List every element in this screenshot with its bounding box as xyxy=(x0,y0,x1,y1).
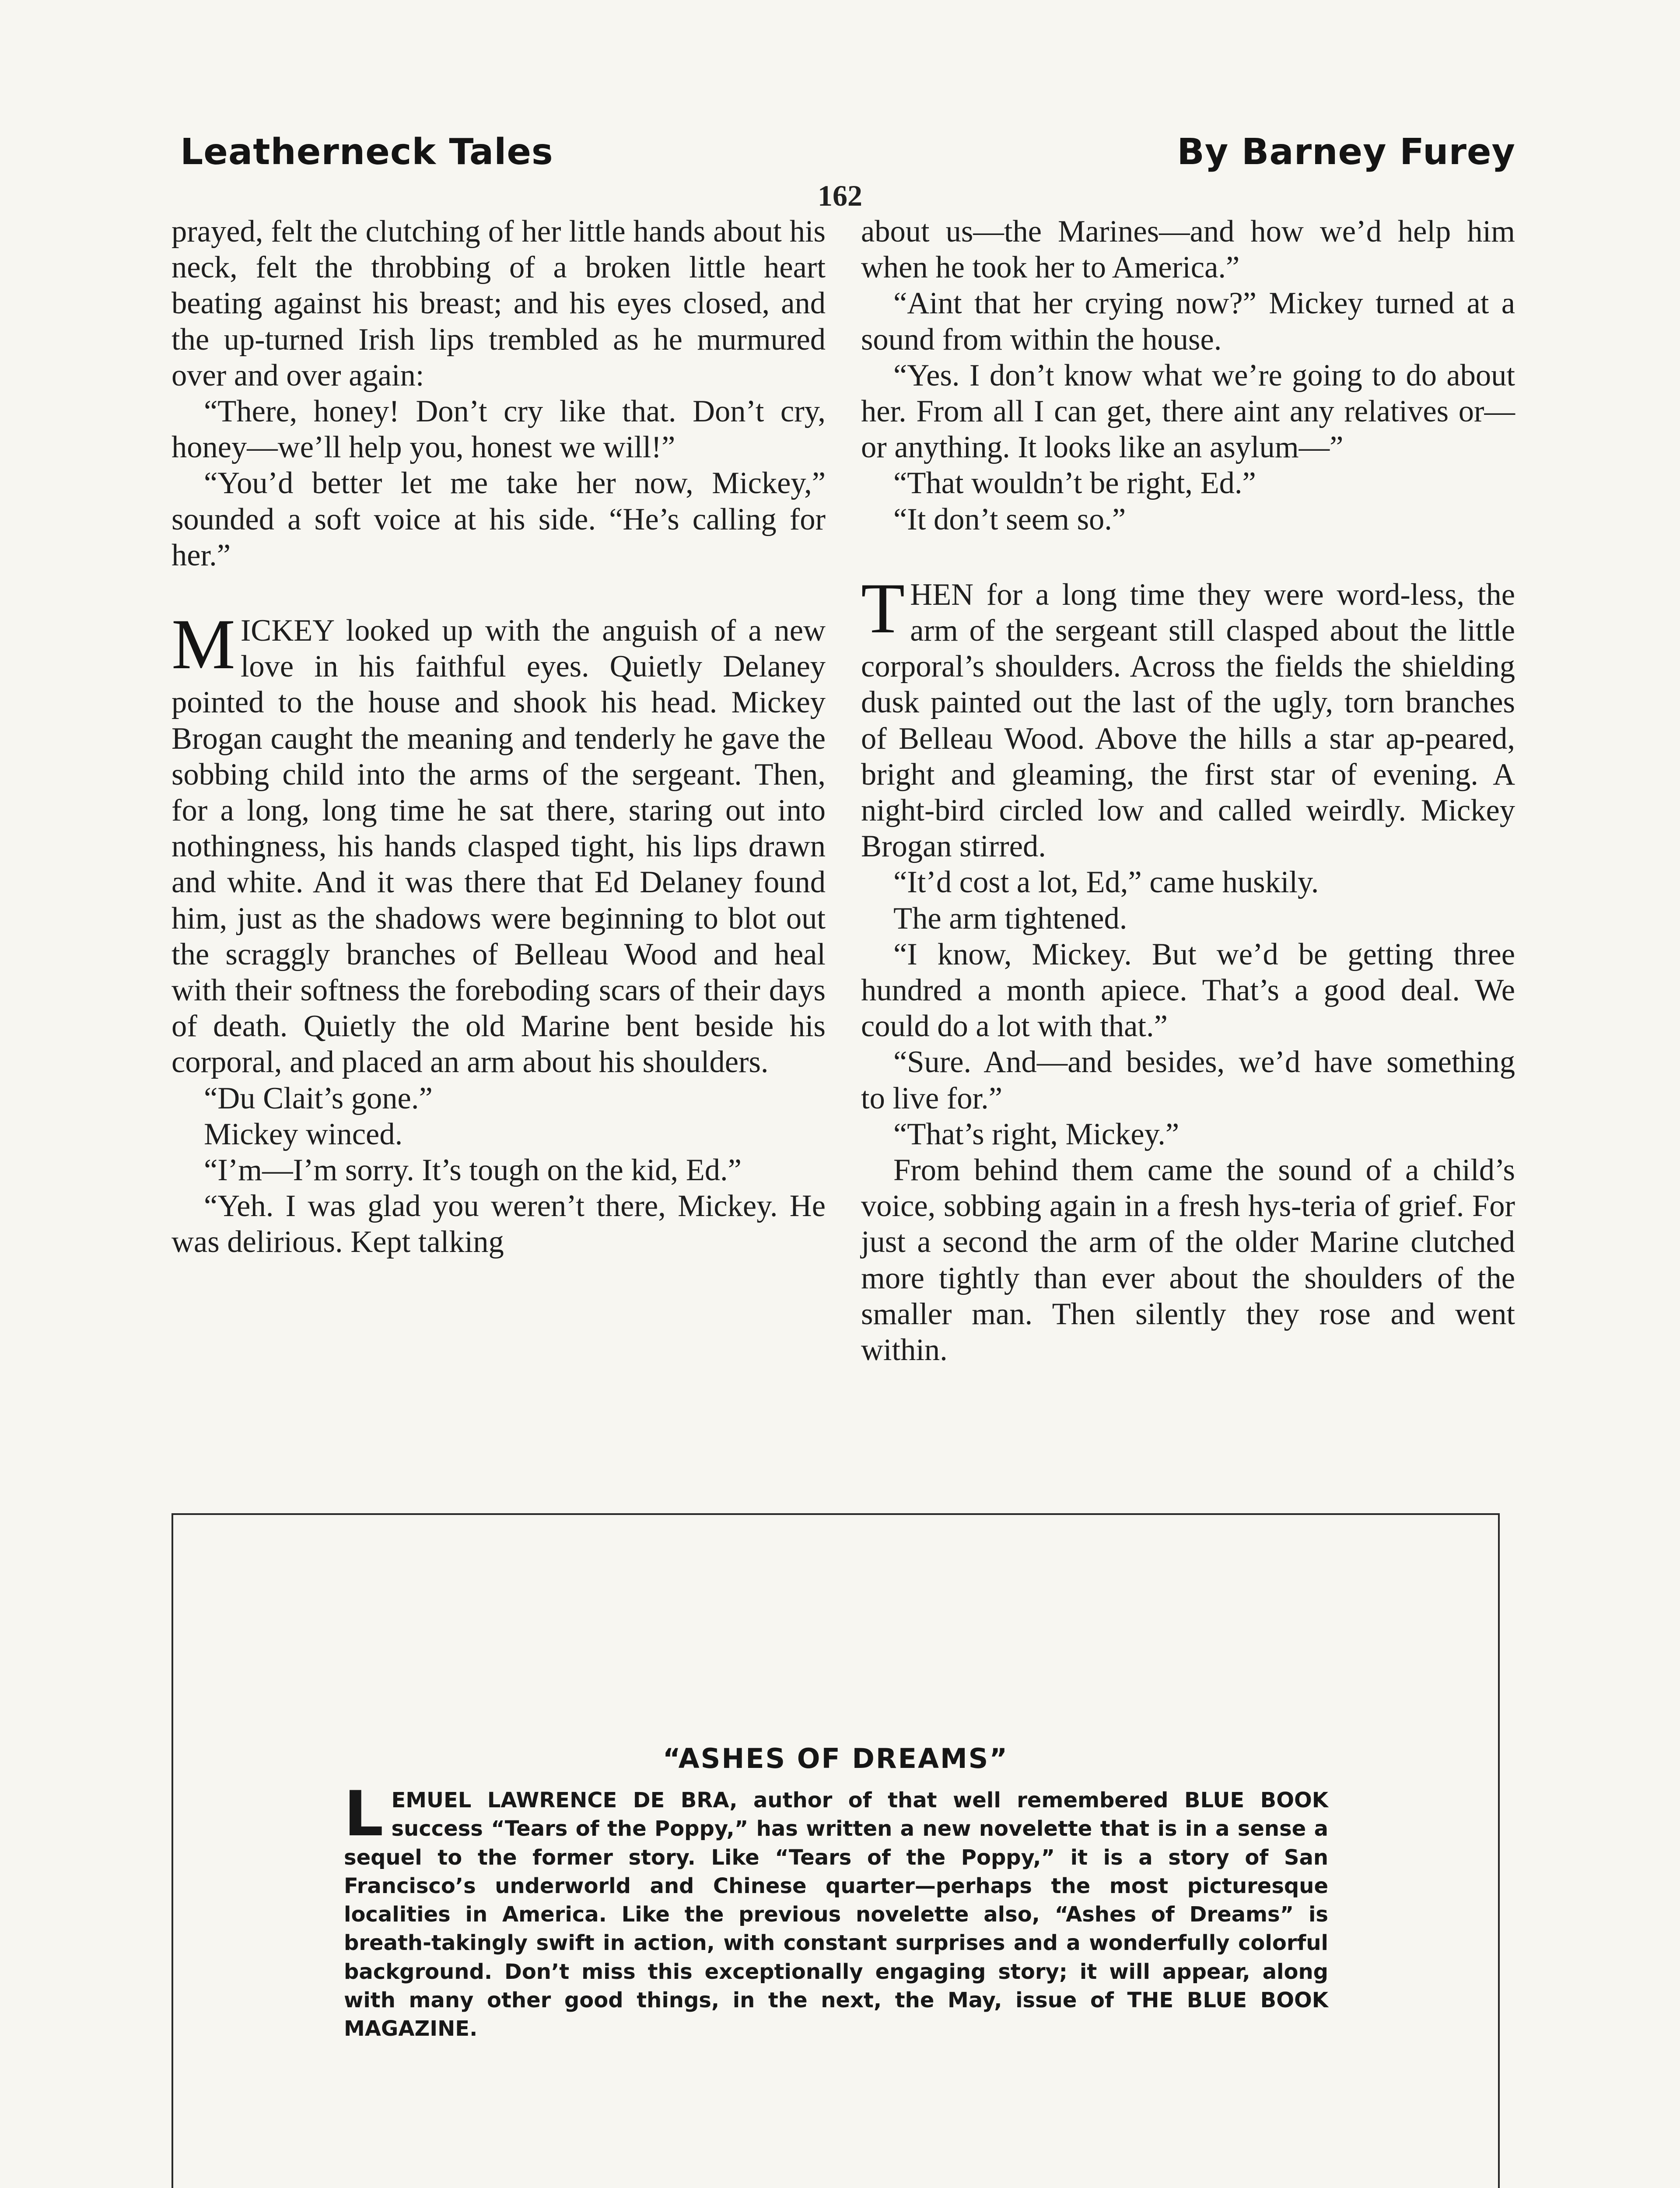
paragraph: “You’d better let me take her now, Mickey,” sounded a soft voice at his side. “He’s calling for her.” xyxy=(172,466,826,572)
paragraph: “That’s right, Mickey.” xyxy=(893,1117,1180,1151)
paragraph: “I know, Mickey. But we’d be getting three hundred a month apiece. That’s a good deal. We could do a lot with that.” xyxy=(861,937,1515,1044)
paragraph: Mickey winced. xyxy=(204,1117,403,1151)
paragraph: “Yes. I don’t know what we’re going to do about her. From all I can get, there aint any relatives or—or anything. It looks like an asylum—” xyxy=(861,358,1515,465)
paragraph-text: ICKEY looked up with the anguish of a new love in his faithful eyes. Quietly Delaney pointed to the house and shook his head. Mickey Brogan caught the meaning and tenderly he gave the sobbing child into the arms of the sergeant. Then, for a long, long time he sat there, staring out into nothingness, his hands clasped tight, his lips drawn and white. And it was there that Ed Delaney found him, just as the shadows were beginning to blot out the scraggly branches of Belleau Wood and heal with their softness the foreboding scars of their days of death. Quietly the old Marine bent beside his corporal, and placed an arm about his shoulders. xyxy=(172,614,826,1080)
drop-cap: L xyxy=(344,1778,384,1850)
paragraph: prayed, felt the clutching of her little hands about his neck, felt the throbbing of a broken little heart beating against his breast; and his eyes closed, and the up-turned Irish lips trembled as he murmured over and over again: xyxy=(172,214,826,393)
paragraph: “I’m—I’m sorry. It’s tough on the kid, Ed.” xyxy=(204,1153,742,1188)
right-text-column xyxy=(861,214,1515,1368)
paragraph: “There, honey! Don’t cry like that. Don’t cry, honey—we’ll help you, honest we will!” xyxy=(172,394,826,465)
paragraph: “Yeh. I was glad you weren’t there, Mickey. He was delirious. Kept talking xyxy=(172,1189,826,1259)
paragraph: From behind them came the sound of a child’s voice, sobbing again in a fresh hys-teria of grief. For just a second the arm of the older Marine clutched more tightly than ever about the shoulders of the smaller man. Then silently they rose and went within. xyxy=(861,1153,1515,1368)
drop-cap: T xyxy=(861,568,905,648)
paragraph: “That wouldn’t be right, Ed.” xyxy=(893,466,1256,501)
paragraph: “Du Clait’s gone.” xyxy=(204,1081,433,1115)
paragraph: “Aint that her crying now?” Mickey turned at a sound from within the house. xyxy=(861,286,1515,357)
announcement-text: EMUEL LAWRENCE DE BRA, author of that well remembered BLUE BOOK success “Tears of the Poppy,” has written a new novelette that is in a sense a sequel to the former story. Like “Tears of the Poppy,” it is a story of San Francisco’s underworld and Chinese quarter—perhaps the most picturesque localities in America. Like the previous novelette also, “Ashes of Dreams” is breath-takingly swift in action, with constant surprises and a wonderfully colorful background. Don’t miss this exceptionally engaging story; it will appear, along with many other good things, in the next, the May, issue of THE BLUE BOOK MAGAZINE. xyxy=(344,1788,1328,2041)
announcement-title: “ASHES OF DREAMS” xyxy=(662,1743,1009,1774)
left-text-column xyxy=(172,214,826,1260)
paragraph: “Sure. And—and besides, we’d have something to live for.” xyxy=(861,1045,1515,1115)
paragraph-text: HEN for a long time they were word-less, the arm of the sergeant still clasped about the little corporal’s shoulders. Across the fields the shielding dusk painted out the last of the ugly, torn branches of Belleau Wood. Above the hills a star ap-peared, bright and gleaming, the first star of evening. A night-bird circled low and called weirdly. Mickey Brogan stirred. xyxy=(861,577,1515,864)
running-head-title: Leatherneck Tales xyxy=(180,131,553,173)
paragraph: The arm tightened. xyxy=(893,901,1127,936)
running-head-author: By Barney Furey xyxy=(1177,131,1516,173)
page-number: 162 xyxy=(818,179,862,212)
paragraph: about us—the Marines—and how we’d help him when he took her to America.” xyxy=(861,214,1515,285)
drop-cap: M xyxy=(172,605,235,684)
announcement-body xyxy=(344,1778,1328,2044)
paragraph: “It don’t seem so.” xyxy=(893,502,1126,536)
section-paragraph xyxy=(861,568,1515,865)
paragraph: “It’d cost a lot, Ed,” came huskily. xyxy=(893,865,1319,900)
announcement-box xyxy=(172,1513,1500,2188)
section-paragraph xyxy=(172,605,826,1080)
